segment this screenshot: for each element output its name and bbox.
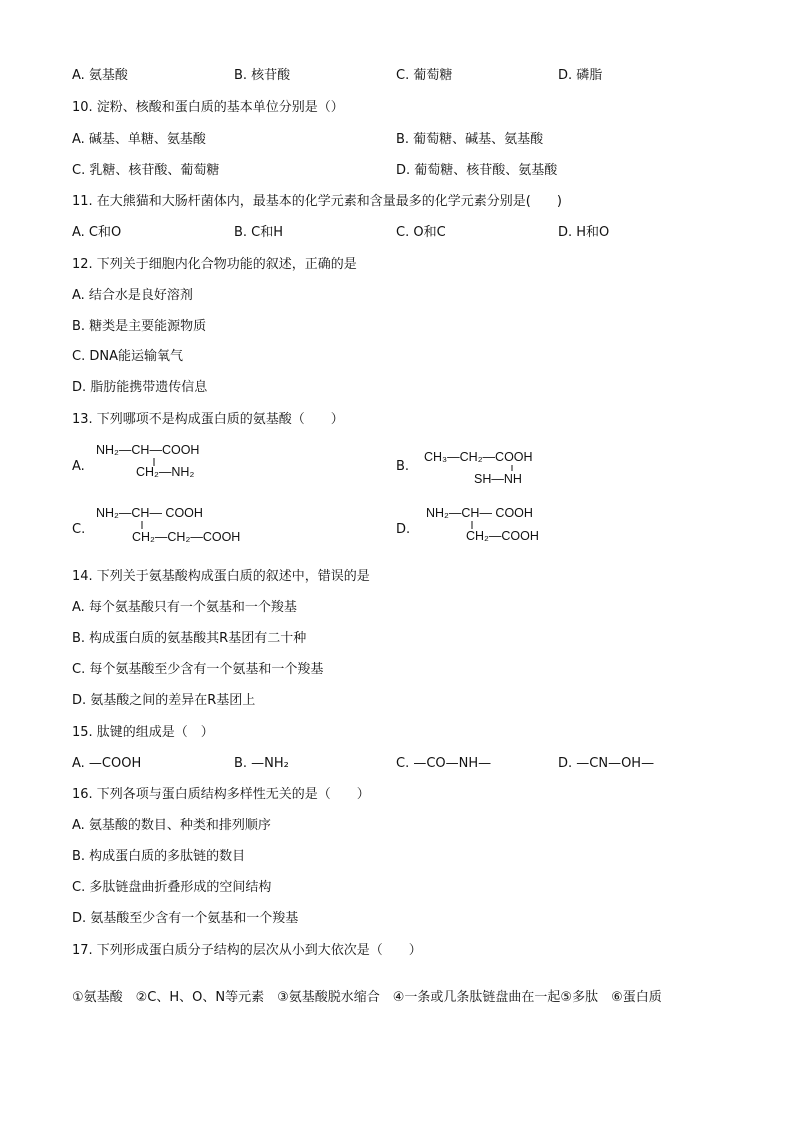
- q13-d-top: NH₂—CH— COOH: [426, 506, 533, 520]
- q13-label-b: B.: [396, 459, 410, 474]
- q13-a-top: NH₂—CH—COOH: [96, 443, 200, 457]
- q15-stem: 15. 肽键的组成是（ ）: [72, 725, 214, 740]
- q16-option-c: C. 多肽链盘曲折叠形成的空间结构: [72, 880, 272, 895]
- q11-option-b: B. C和H: [234, 225, 284, 240]
- q14-option-d: D. 氨基酸之间的差异在R基团上: [72, 693, 256, 708]
- q10-option-d: D. 葡萄糖、核苷酸、氨基酸: [396, 163, 558, 178]
- q12-option-a: A. 结合水是良好溶剂: [72, 288, 193, 303]
- q13-d-bottom: CH₂—COOH: [466, 529, 539, 543]
- q11-option-d: D. H和O: [558, 225, 610, 240]
- q13-b-top: CH₃—CH₂—COOH: [424, 450, 533, 464]
- q15-option-c: C. —CO—NH—: [396, 756, 492, 771]
- q14-option-a: A. 每个氨基酸只有一个氨基和一个羧基: [72, 600, 297, 615]
- q11-stem: 11. 在大熊猫和大肠杆菌体内，最基本的化学元素和含量最多的化学元素分别是( ): [72, 194, 562, 209]
- q10-option-b: B. 葡萄糖、碱基、氨基酸: [396, 132, 544, 147]
- q9-option-d: D. 磷脂: [558, 68, 603, 83]
- q16-option-a: A. 氨基酸的数目、种类和排列顺序: [72, 818, 271, 833]
- q13-b-bottom: SH—NH: [474, 472, 522, 486]
- q15-option-b: B. —NH₂: [234, 756, 289, 771]
- q13-a-bottom: CH₂—NH₂: [136, 465, 195, 479]
- q10-option-c: C. 乳糖、核苷酸、葡萄糖: [72, 163, 220, 178]
- q13-structure-a: [96, 443, 236, 483]
- q13-label-a: A.: [72, 459, 85, 474]
- q11-option-a: A. C和O: [72, 225, 122, 240]
- q11-option-c: C. O和C: [396, 225, 446, 240]
- q9-option-c: C. 葡萄糖: [396, 68, 453, 83]
- q12-option-d: D. 脂肪能携带遗传信息: [72, 380, 208, 395]
- q13-c-top: NH₂—CH— COOH: [96, 506, 203, 520]
- q14-option-c: C. 每个氨基酸至少含有一个氨基和一个羧基: [72, 662, 324, 677]
- q13-c-bottom: CH₂—CH₂—COOH: [132, 530, 241, 544]
- q13-structure-b: [424, 450, 574, 490]
- q13-label-d: D.: [396, 522, 411, 537]
- q13-label-c: C.: [72, 522, 86, 537]
- q13-structure-d: [426, 506, 566, 546]
- q10-stem: 10. 淀粉、核酸和蛋白质的基本单位分别是（）: [72, 100, 344, 115]
- q17-stem: 17. 下列形成蛋白质分子结构的层次从小到大依次是（ ）: [72, 943, 422, 958]
- q12-stem: 12. 下列关于细胞内化合物功能的叙述，正确的是: [72, 257, 357, 272]
- q13-stem: 13. 下列哪项不是构成蛋白质的氨基酸（ ）: [72, 412, 344, 427]
- q12-option-b: B. 糖类是主要能源物质: [72, 319, 207, 334]
- q16-option-b: B. 构成蛋白质的多肽链的数目: [72, 849, 246, 864]
- q15-option-a: A. —COOH: [72, 756, 142, 771]
- q16-stem: 16. 下列各项与蛋白质结构多样性无关的是（ ）: [72, 787, 370, 802]
- q15-option-d: D. —CN—OH—: [558, 756, 655, 771]
- q9-option-a: A. 氨基酸: [72, 68, 128, 83]
- q13-structure-c: [96, 506, 266, 546]
- q14-option-b: B. 构成蛋白质的氨基酸其R基团有二十种: [72, 631, 307, 646]
- q9-option-b: B. 核苷酸: [234, 68, 291, 83]
- q12-option-c: C. DNA能运输氧气: [72, 349, 183, 364]
- q17-items: ①氨基酸 ②C、H、O、N等元素 ③氨基酸脱水缩合 ④一条或几条肽链盘曲在一起⑤多肽 ⑥蛋白质: [72, 990, 662, 1005]
- q14-stem: 14. 下列关于氨基酸构成蛋白质的叙述中，错误的是: [72, 569, 370, 584]
- q10-option-a: A. 碱基、单糖、氨基酸: [72, 132, 206, 147]
- q16-option-d: D. 氨基酸至少含有一个氨基和一个羧基: [72, 911, 299, 926]
